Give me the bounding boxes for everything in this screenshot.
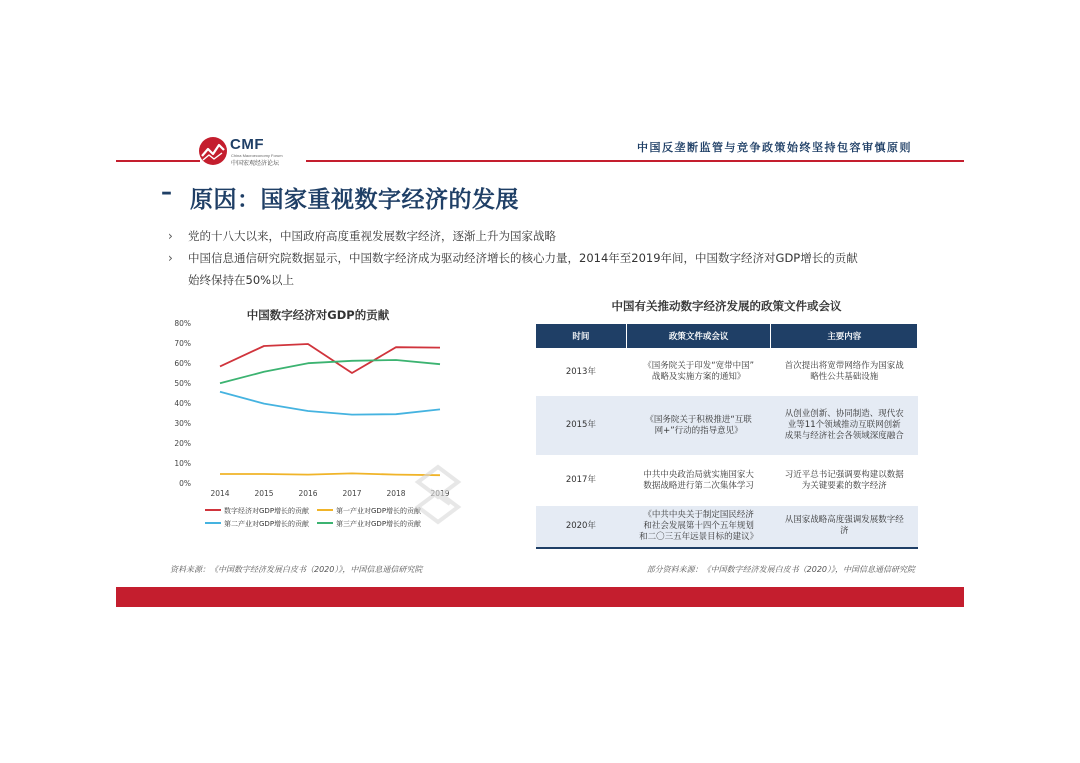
cell-doc	[626, 456, 771, 506]
table-row	[536, 396, 918, 456]
legend-label: 数字经济对GDP增长的贡献	[224, 507, 310, 515]
cell-line: 习近平总书记强调要构建以数据	[784, 469, 904, 480]
x-tick-label: 2019	[430, 489, 450, 498]
cell-line: 《国务院关于印发“宽带中国”	[643, 361, 754, 371]
cell-line: 中共中央政治局就实施国家大	[643, 469, 754, 480]
slide-title: 原因：国家重视数字经济的发展	[190, 187, 519, 213]
y-tick-label: 50%	[174, 379, 191, 388]
y-tick-label: 40%	[174, 399, 191, 408]
cmf-logo-icon	[198, 136, 228, 166]
logo-text: CMF	[230, 136, 264, 153]
cell-line: 和社会发展第十四个五年规划	[643, 520, 754, 531]
cell-time: 2017年	[536, 456, 627, 506]
table-header-row	[536, 324, 918, 349]
cell-line: 数据战略进行第二次集体学习	[643, 480, 754, 491]
cell-line: 首次提出将宽带网络作为国家战	[784, 361, 904, 371]
x-tick-label: 2016	[298, 489, 318, 498]
policy-table	[535, 323, 918, 549]
series-line	[220, 392, 440, 415]
y-tick-label: 30%	[174, 419, 191, 428]
footer-bar	[116, 587, 964, 607]
cell-content	[771, 506, 918, 548]
header-doc: 政策文件或会议	[626, 324, 771, 349]
title-dash: –	[161, 180, 172, 205]
series-line	[220, 473, 440, 475]
cell-line: 从创业创新、协同制造、现代农	[784, 409, 904, 419]
y-tick-label: 20%	[174, 439, 191, 448]
cell-time: 2013年	[536, 349, 627, 396]
cell-time: 2020年	[536, 506, 627, 548]
cell-line: 和二〇三五年远景目标的建议》	[639, 531, 759, 542]
bullet-arrow-icon: ›	[168, 229, 173, 243]
header-divider-right	[306, 160, 964, 162]
cell-line: 战略及实施方案的通知》	[651, 372, 746, 382]
bullet-text-continuation: 始终保持在50%以上	[188, 273, 295, 287]
y-tick-label: 80%	[174, 319, 191, 328]
series-line	[220, 344, 440, 373]
legend-label: 第二产业对GDP增长的贡献	[224, 520, 310, 528]
y-tick-label: 10%	[174, 459, 191, 468]
series-line	[220, 360, 440, 383]
bullet-arrow-icon: ›	[168, 251, 173, 265]
y-tick-label: 60%	[174, 359, 191, 368]
cell-content	[771, 456, 918, 506]
bullet-text: 党的十八大以来，中国政府高度重视发展数字经济，逐渐上升为国家战略	[188, 229, 556, 243]
x-tick-label: 2017	[342, 489, 362, 498]
watermark-graphic	[408, 462, 468, 532]
header-title: 中国反垄断监管与竞争政策始终坚持包容审慎原则	[637, 141, 912, 154]
cell-doc	[626, 349, 771, 396]
cell-line: 略性公共基础设施	[810, 372, 879, 382]
cell-time: 2015年	[536, 396, 627, 456]
cell-content	[771, 349, 918, 396]
x-tick-label: 2015	[254, 489, 274, 498]
cell-doc	[626, 396, 771, 456]
bullet-text: 中国信息通信研究院数据显示，中国数字经济成为驱动经济增长的核心力量，2014年至2019年间，中国数字经济对GDP增长的贡献	[188, 251, 858, 265]
cell-line: 为关键要素的数字经济	[801, 480, 887, 491]
cell-content	[771, 396, 918, 456]
x-tick-label: 2018	[386, 489, 406, 498]
table-title: 中国有关推动数字经济发展的政策文件或会议	[611, 299, 842, 313]
table-row	[536, 349, 918, 396]
cell-line: 成果与经济社会各领域深度融合	[784, 431, 904, 441]
table-row	[536, 456, 918, 506]
table-row	[536, 506, 918, 548]
legend-label: 第一产业对GDP增长的贡献	[336, 507, 422, 515]
x-tick-label: 2014	[210, 489, 230, 498]
cell-line: 《国务院关于积极推进“互联	[645, 414, 752, 425]
cell-line: 网+”行动的指导意见》	[654, 425, 743, 436]
logo-subtitle-en: China Macroeconomy Forum	[231, 153, 283, 158]
chart-title: 中国数字经济对GDP的贡献	[246, 308, 390, 322]
cmf-logo	[198, 134, 308, 170]
chart-source: 资料来源：《中国数字经济发展白皮书（2020）》，中国信息通信研究院	[170, 565, 423, 574]
header-time: 时间	[536, 324, 627, 349]
cell-line: 从国家战略高度强调发展数字经	[784, 515, 904, 526]
cell-line: 业等11个领域推动互联网创新	[787, 420, 901, 430]
cell-line: 济	[839, 526, 849, 537]
y-tick-label: 70%	[174, 339, 191, 348]
legend-label: 第三产业对GDP增长的贡献	[336, 520, 422, 528]
cell-doc	[626, 506, 771, 548]
header-content: 主要内容	[771, 324, 918, 349]
table-source: 部分资料来源：《中国数字经济发展白皮书（2020）》，中国信息通信研究院	[646, 565, 915, 574]
header-divider-left	[116, 160, 200, 162]
y-tick-label: 0%	[179, 479, 191, 488]
cell-line: 《中共中央关于制定国民经济	[643, 509, 754, 520]
logo-subtitle-cn: 中国宏观经济论坛	[231, 160, 280, 167]
